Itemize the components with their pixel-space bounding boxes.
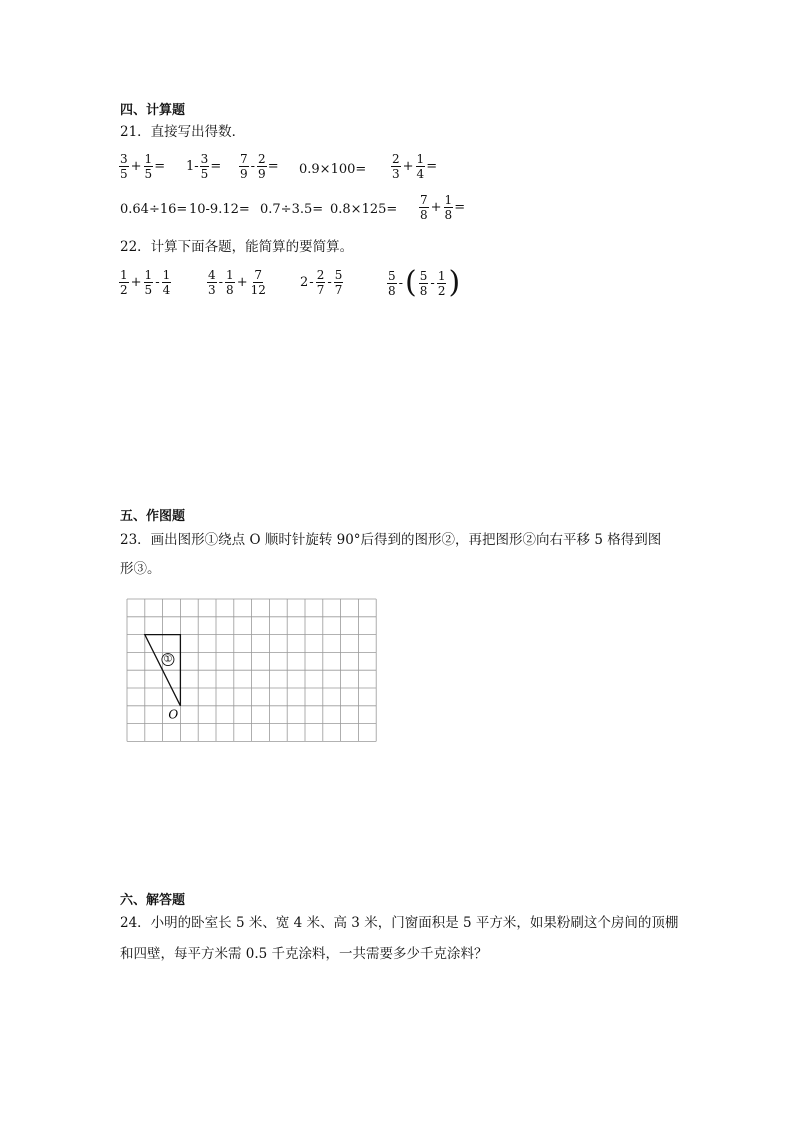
section-title-calculation: 四、计算题 — [120, 103, 186, 118]
question-24-line-1: 24．小明的卧室长 5 米、宽 4 米、高 3 米，门窗面积是 5 平方米，如果粉刷这个房间的顶棚 — [120, 915, 679, 931]
q21-expr-4: 0.9×100= — [299, 162, 367, 177]
question-22-text: 22．计算下面各题，能简算的要简算。 — [120, 239, 354, 255]
point-o-label: O — [168, 707, 179, 722]
shape-label-1: ① — [163, 654, 173, 666]
q21-expr-9: 0.8×125= — [330, 202, 398, 217]
section-title-word-problem: 六、解答题 — [120, 893, 186, 908]
q21-expr-1: $\frac{3}{5}$ + $\frac{1}{5}$ = — [120, 152, 166, 181]
fraction: $\frac{2}{3}$ — [392, 152, 400, 181]
fraction: $\frac{1}{8}$ — [226, 268, 234, 297]
q22-expr-2: $\frac{4}{3}$ - $\frac{1}{8}$ + $\frac{7}{12}$ — [208, 268, 266, 297]
fraction: $\frac{1}{2}$ — [120, 268, 128, 297]
fraction: $\frac{3}{5}$ — [200, 152, 209, 181]
fraction: $\frac{2}{9}$ — [258, 152, 266, 181]
fraction: $\frac{1}{4}$ — [416, 152, 425, 181]
fraction: $\frac{1}{5}$ — [144, 268, 153, 297]
fraction: $\frac{5}{7}$ — [334, 268, 343, 297]
fraction: $\frac{3}{5}$ — [120, 152, 128, 181]
q21-expr-10: $\frac{7}{8}$ + $\frac{1}{8}$ = — [420, 193, 466, 222]
drawing-grid-figure — [126, 598, 378, 744]
q21-expr-6: 0.64÷16= — [120, 202, 188, 217]
fraction: $\frac{7}{12}$ — [250, 268, 266, 297]
section-title-drawing: 五、作图题 — [120, 509, 186, 524]
left-paren: ( — [405, 265, 417, 300]
question-21-text: 21．直接写出得数． — [120, 124, 246, 140]
fraction: $\frac{1}{8}$ — [444, 193, 453, 222]
fraction: $\frac{4}{3}$ — [208, 268, 216, 297]
right-paren: ) — [448, 265, 461, 300]
q21-expr-8: 0.7÷3.5= — [260, 202, 324, 217]
fraction: $\frac{5}{8}$ — [388, 268, 396, 298]
q21-expr-5: $\frac{2}{3}$ + $\frac{1}{4}$ = — [392, 152, 438, 181]
fraction: $\frac{1}{4}$ — [162, 268, 171, 297]
question-23-line-1: 23．画出图形①绕点 O 顺时针旋转 90°后得到的图形②，再把图形②向右平移 5 格得到图 — [120, 532, 662, 548]
fraction: $\frac{1}{5}$ — [144, 152, 153, 181]
question-24-line-2: 和四壁，每平方米需 0.5 千克涂料，一共需要多少千克涂料？ — [120, 946, 488, 962]
q21-expr-3: $\frac{7}{9}$ - $\frac{2}{9}$ = — [240, 152, 279, 181]
question-23-line-2: 形③。 — [120, 561, 161, 577]
q21-expr-2: 1- $\frac{3}{5}$ = — [186, 152, 222, 181]
fraction: $\frac{7}{8}$ — [420, 193, 428, 222]
q22-expr-4: $\frac{5}{8}$ - ( $\frac{5}{8}$ - $\frac{1}{2}$ ) — [388, 265, 461, 300]
fraction: $\frac{2}{7}$ — [316, 268, 325, 297]
fraction: $\frac{1}{2}$ — [437, 268, 446, 298]
q22-expr-1: $\frac{1}{2}$ + $\frac{1}{5}$ - $\frac{1}{4}$ — [120, 268, 171, 297]
fraction: $\frac{5}{8}$ — [419, 268, 428, 298]
q22-expr-3: 2 - $\frac{2}{7}$ - $\frac{5}{7}$ — [300, 268, 343, 297]
grid-lines — [127, 599, 376, 741]
q21-expr-7: 10-9.12= — [189, 202, 250, 217]
fraction: $\frac{7}{9}$ — [240, 152, 248, 181]
